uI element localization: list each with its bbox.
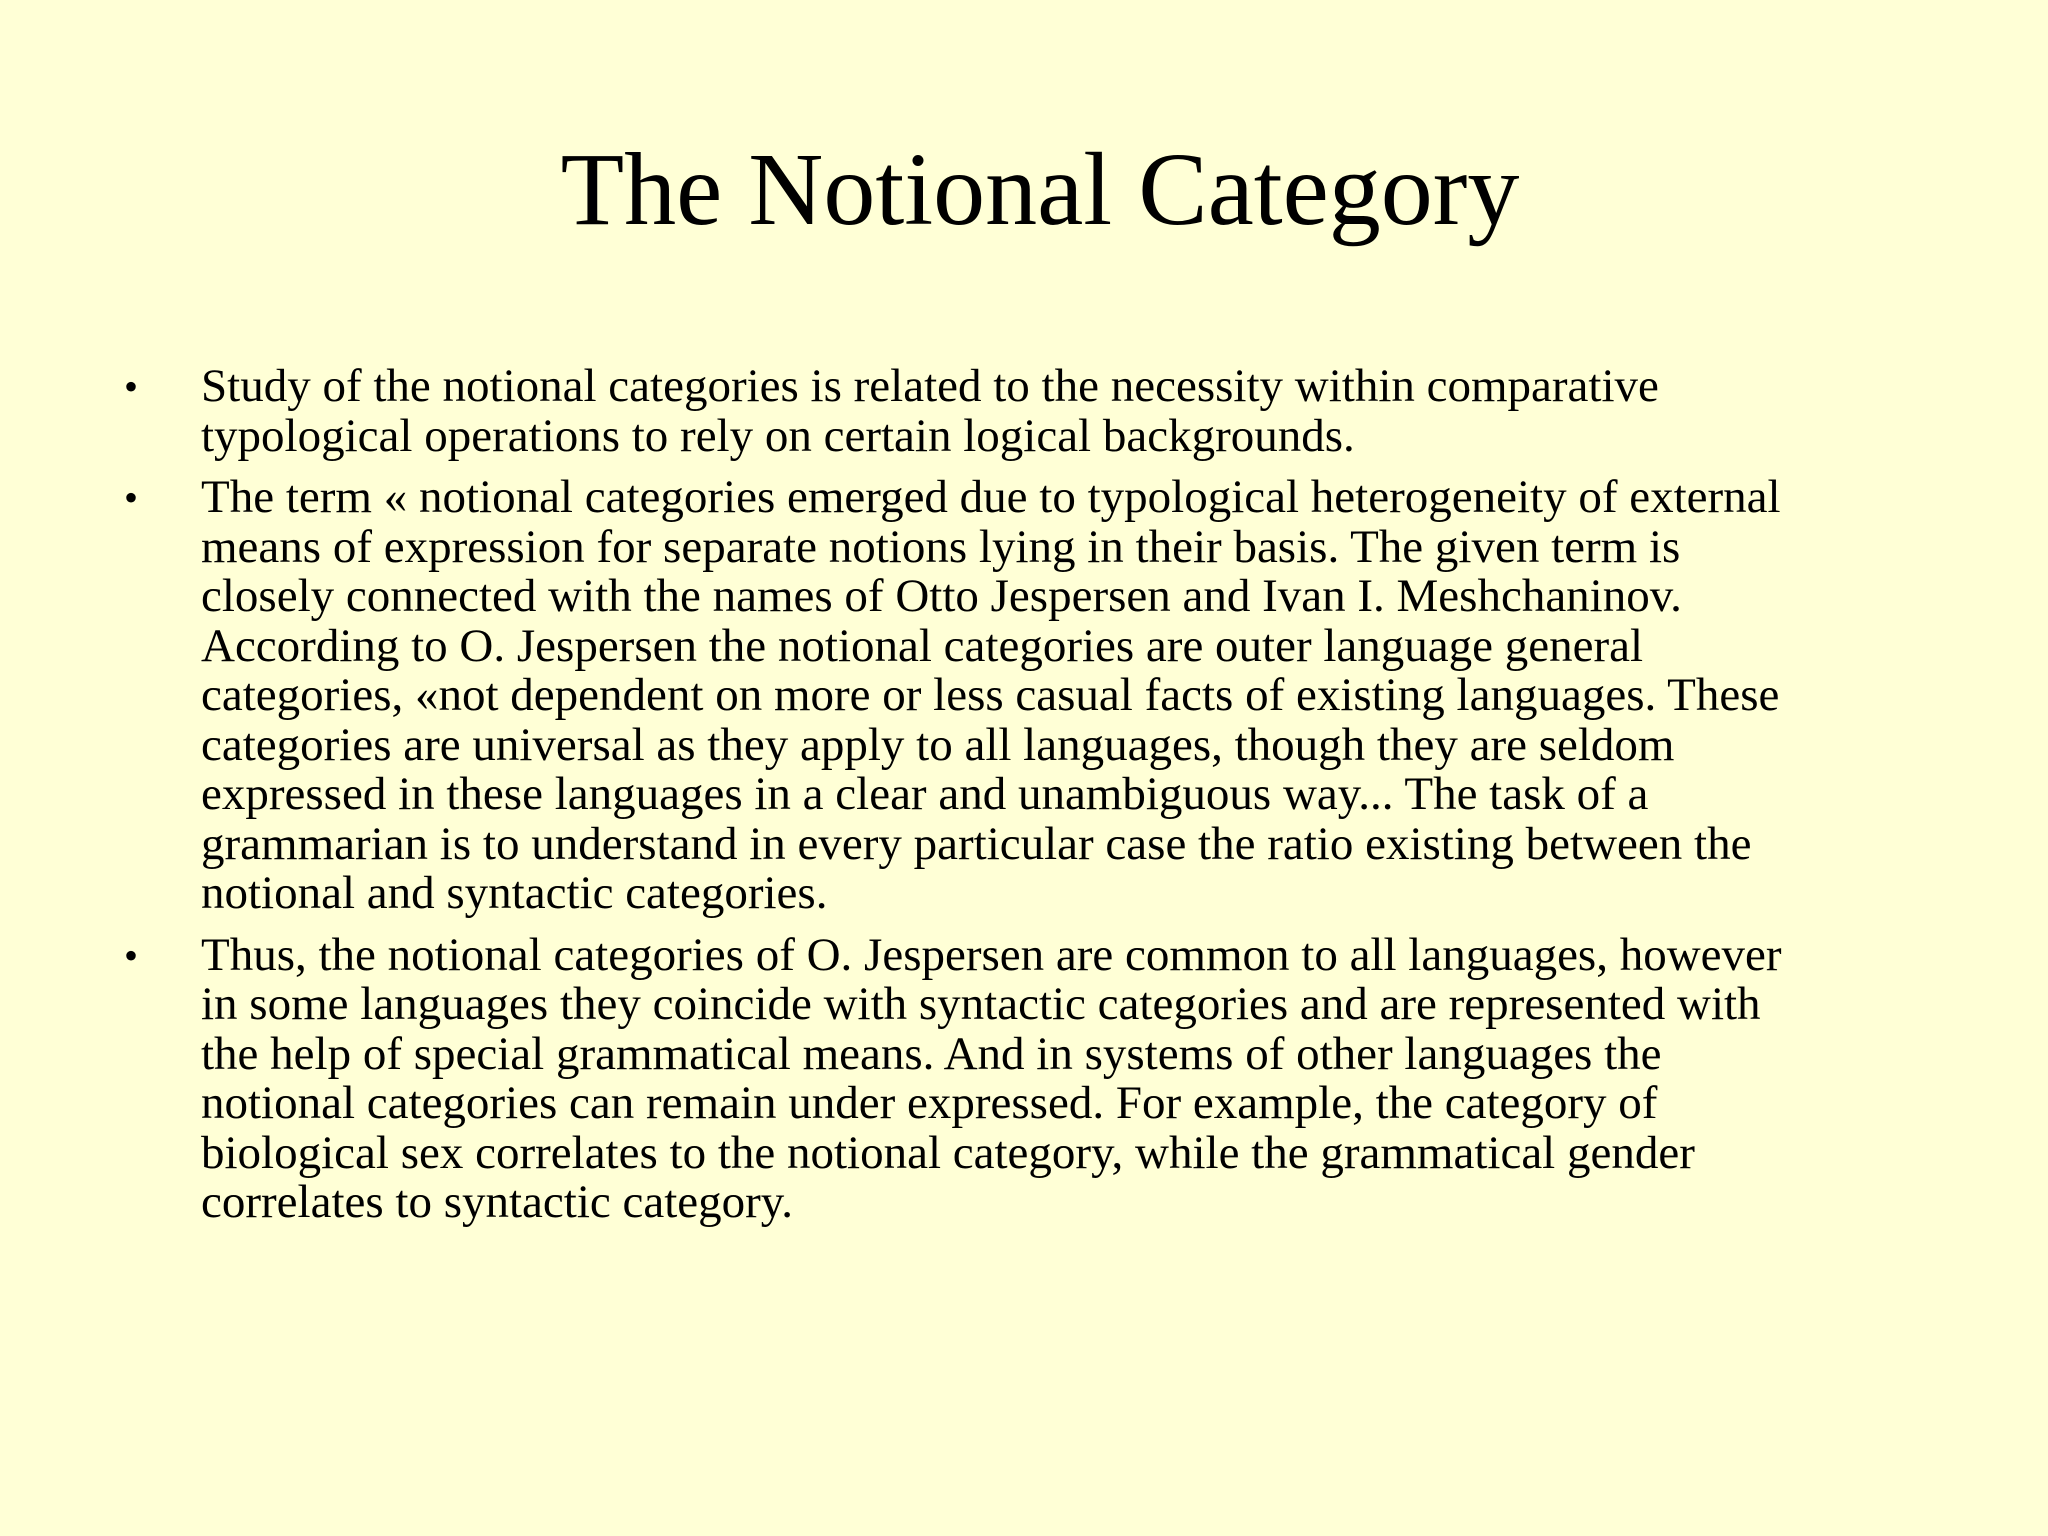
bullet-line: Thus, the notional categories of O. Jespersen are common to all languages, however xyxy=(201,928,1782,981)
bullet-line: The term « notional categories emerged due to typological heterogeneity of external xyxy=(201,471,1781,523)
bullet-line: typological operations to rely on certain logical backgrounds. xyxy=(201,409,1355,462)
bullet-line: notional categories can remain under expressed. For example, the category of xyxy=(201,1077,1658,1129)
bullet-line: categories are universal as they apply to all languages, though they are seldom xyxy=(201,718,1675,771)
bullet-item xyxy=(112,928,1942,1228)
bullet-list xyxy=(112,362,1942,1240)
bullet-line: According to O. Jespersen the notional categories are outer language general xyxy=(201,619,1644,672)
slide-title: The Notional Category xyxy=(560,132,1520,247)
bullet-line: biological sex correlates to the notional category, while the grammatical gender xyxy=(201,1126,1695,1179)
bullet-icon: • xyxy=(124,364,139,409)
bullet-line: the help of special grammatical means. And in systems of other languages the xyxy=(201,1027,1662,1080)
bullet-icon: • xyxy=(124,932,139,978)
bullet-line: closely connected with the names of Otto Jespersen and Ivan I. Meshchaninov. xyxy=(201,570,1682,622)
bullet-line: means of expression for separate notions lying in their basis. The given term is xyxy=(201,520,1681,573)
bullet-line: notional and syntactic categories. xyxy=(201,867,828,919)
bullet-line: in some languages they coincide with syntactic categories and are represented with xyxy=(201,978,1761,1030)
bullet-line: grammarian is to understand in every particular case the ratio existing between the xyxy=(201,817,1752,870)
bullet-line: expressed in these languages in a clear and unambiguous way... The task of a xyxy=(201,768,1649,820)
bullet-line: Study of the notional categories is related to the necessity within comparative xyxy=(201,360,1659,412)
bullet-line: correlates to syntactic category. xyxy=(201,1176,793,1228)
bullet-icon: • xyxy=(124,475,139,520)
bullet-item xyxy=(112,473,1942,919)
bullet-line: categories, «not dependent on more or less casual facts of existing languages. These xyxy=(201,669,1780,721)
bullet-item xyxy=(112,362,1942,461)
